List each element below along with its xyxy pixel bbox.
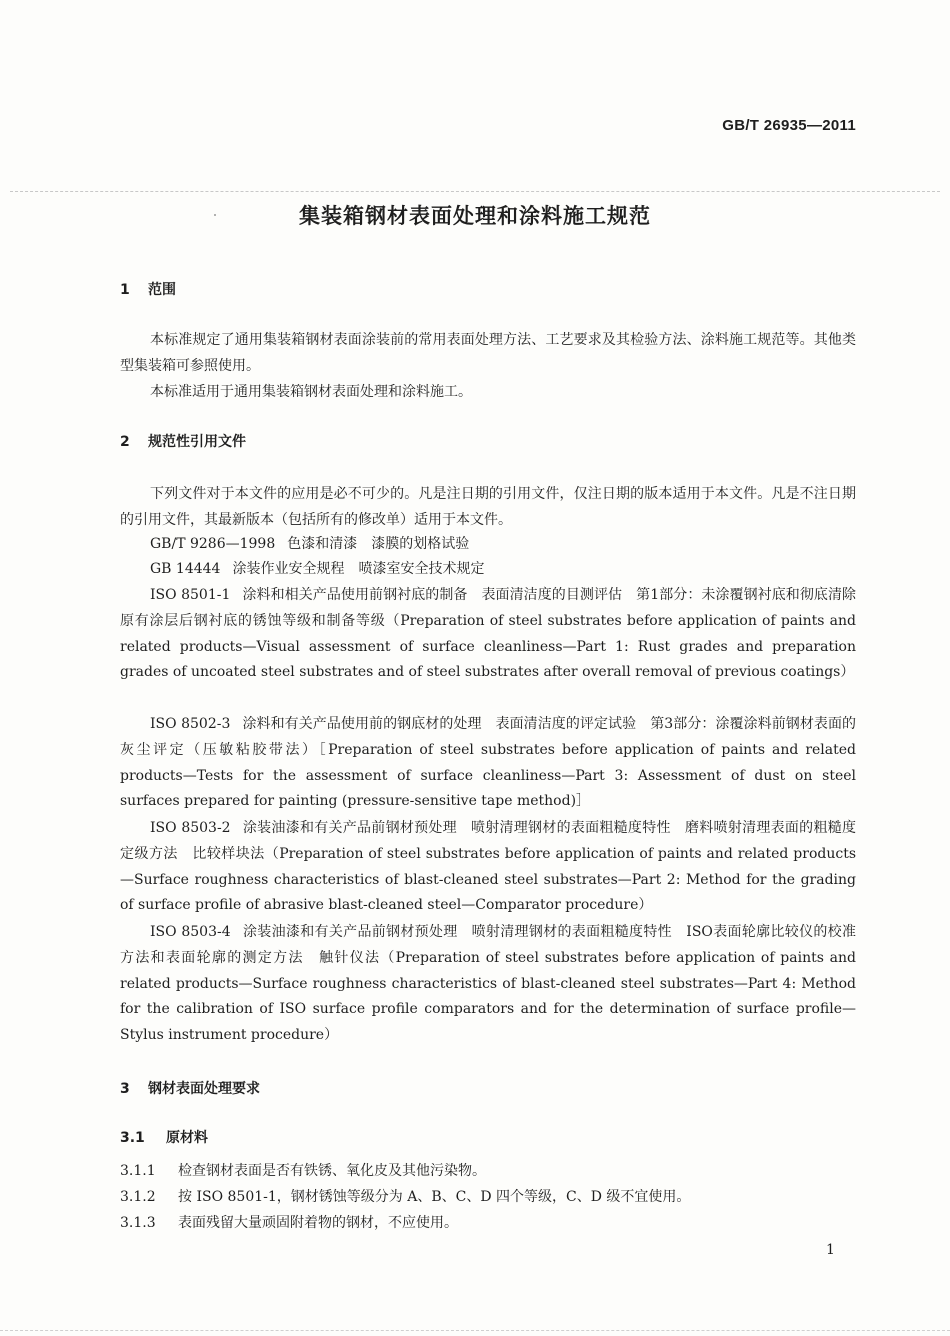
reference-title: 涂装油漆和有关产品前钢材预处理 bbox=[242, 820, 457, 836]
clause-text: 检查钢材表面是否有铁锈、氧化皮及其他污染物。 bbox=[178, 1163, 486, 1179]
section-3-heading bbox=[120, 1078, 260, 1098]
reference-subtitle: 漆膜的划格试验 bbox=[371, 536, 470, 552]
reference-code: ISO 8501-1 bbox=[150, 587, 231, 603]
reference-iso-8502-3 bbox=[120, 712, 856, 815]
reference-gbt-9286 bbox=[120, 532, 856, 558]
clause-number: 3.1.1 bbox=[120, 1163, 156, 1179]
reference-code: ISO 8503-4 bbox=[150, 924, 231, 940]
reference-english-title: （Preparation of steel substrates before application of paints and related products—Surface roughness characteristics of blast-cleaned steel substrates—Part 2: Method for the grading of surface profile of abrasive blast-cleaned steel—Comparator procedure） bbox=[120, 845, 857, 914]
section-1-heading bbox=[120, 279, 176, 299]
clause-text: 表面残留大量顽固附着物的钢材，不应使用。 bbox=[178, 1215, 458, 1231]
reference-title: 涂料和相关产品使用前钢衬底的制备 bbox=[242, 587, 468, 603]
reference-iso-8503-4 bbox=[120, 920, 856, 1049]
clause-number: 3.1.3 bbox=[120, 1215, 156, 1231]
subsection-title: 原材料 bbox=[166, 1130, 208, 1146]
reference-iso-8503-2 bbox=[120, 816, 856, 919]
clause-text: 按 ISO 8501-1，钢材锈蚀等级分为 A、B、C、D 四个等级，C、D 级不宜使用。 bbox=[178, 1189, 691, 1205]
clause-number: 3.1.2 bbox=[120, 1189, 156, 1205]
clause-3-1-3 bbox=[120, 1210, 458, 1236]
section-number: 3 bbox=[120, 1081, 130, 1097]
section-number: 2 bbox=[120, 434, 130, 450]
reference-code: ISO 8503-2 bbox=[150, 820, 231, 836]
reference-english-title: ［Preparation of steel substrates before application of paints and related products—Tests for the assessment of surface cleanliness—Part 3: Assessment of dust on steel surfaces prepared for painting (pressure-sensitive tape method)］ bbox=[120, 741, 856, 810]
document-title: 集装箱钢材表面处理和涂料施工规范 bbox=[299, 204, 651, 228]
reference-code: GB/T 9286—1998 bbox=[150, 536, 276, 552]
scope-paragraph-2: 本标准适用于通用集装箱钢材表面处理和涂料施工。 bbox=[150, 384, 472, 400]
reference-title: 涂装作业安全规程 bbox=[232, 561, 345, 577]
reference-title: 涂料和有关产品使用前的钢底材的处理 bbox=[242, 716, 482, 732]
reference-english-title: （Preparation of steel substrates before application of paints and related products—Surface roughness characteristics of blast-cleaned steel substrates—Part 4: Method for the calibration of ISO surface profile comparators and for the determination of surface profile—Stylus instrument procedure） bbox=[120, 949, 856, 1044]
reference-subtitle: 喷射清理钢材的表面粗糙度特性 磨料喷射清理表面的粗糙度定级方法 比较样块法 bbox=[120, 820, 856, 862]
section-number: 1 bbox=[120, 282, 130, 298]
clause-3-1-1 bbox=[120, 1158, 486, 1184]
reference-code: ISO 8502-3 bbox=[150, 716, 231, 732]
reference-gb-14444 bbox=[120, 557, 856, 583]
normative-intro: 下列文件对于本文件的应用是必不可少的。凡是注日期的引用文件，仅注日期的版本适用于本文件。凡是不注日期的引用文件，其最新版本（包括所有的修改单）适用于本文件。 bbox=[120, 486, 856, 528]
scope-paragraph-1: 本标准规定了通用集装箱钢材表面涂装前的常用表面处理方法、工艺要求及其检验方法、涂料施工规范等。其他类型集装箱可参照使用。 bbox=[120, 332, 856, 374]
reference-subtitle: 表面清洁度的目测评估 第1部分：未涂覆钢衬底和彻底清除原有涂层后钢衬底的锈蚀等级和制备等级 bbox=[120, 587, 857, 629]
header-rule bbox=[10, 191, 940, 192]
reference-subtitle: 喷射清理钢材的表面粗糙度特性 ISO表面轮廓比较仪的校准方法和表面轮廓的测定方法 触针仪法 bbox=[120, 924, 856, 966]
subsection-3-1-heading bbox=[120, 1127, 208, 1147]
standard-code: GB/T 26935—2011 bbox=[722, 117, 856, 134]
section-title: 规范性引用文件 bbox=[148, 434, 246, 450]
page-number: 1 bbox=[826, 1242, 835, 1258]
reference-subtitle: 表面清洁度的评定试验 第3部分：涂覆涂料前钢材表面的灰尘评定（压敏粘胶带法） bbox=[120, 716, 857, 758]
reference-title: 色漆和清漆 bbox=[287, 536, 358, 552]
reference-code: GB 14444 bbox=[150, 561, 221, 577]
clause-3-1-2 bbox=[120, 1184, 690, 1210]
section-2-heading bbox=[120, 431, 246, 451]
reference-iso-8501-1 bbox=[120, 583, 856, 686]
reference-title: 涂装油漆和有关产品前钢材预处理 bbox=[242, 924, 458, 940]
footer-rule bbox=[0, 1330, 950, 1331]
subsection-number: 3.1 bbox=[120, 1130, 145, 1146]
reference-english-title: （Preparation of steel substrates before application of paints and related products—Visual assessment of surface cleanliness—Part 1: Rust grades and preparation grades of uncoated steel substrates and of steel substrates after overall removal of previous coatings） bbox=[120, 612, 856, 681]
reference-subtitle: 喷漆室安全技术规定 bbox=[358, 561, 485, 577]
section-title: 钢材表面处理要求 bbox=[148, 1081, 260, 1097]
section-title: 范围 bbox=[148, 282, 176, 298]
